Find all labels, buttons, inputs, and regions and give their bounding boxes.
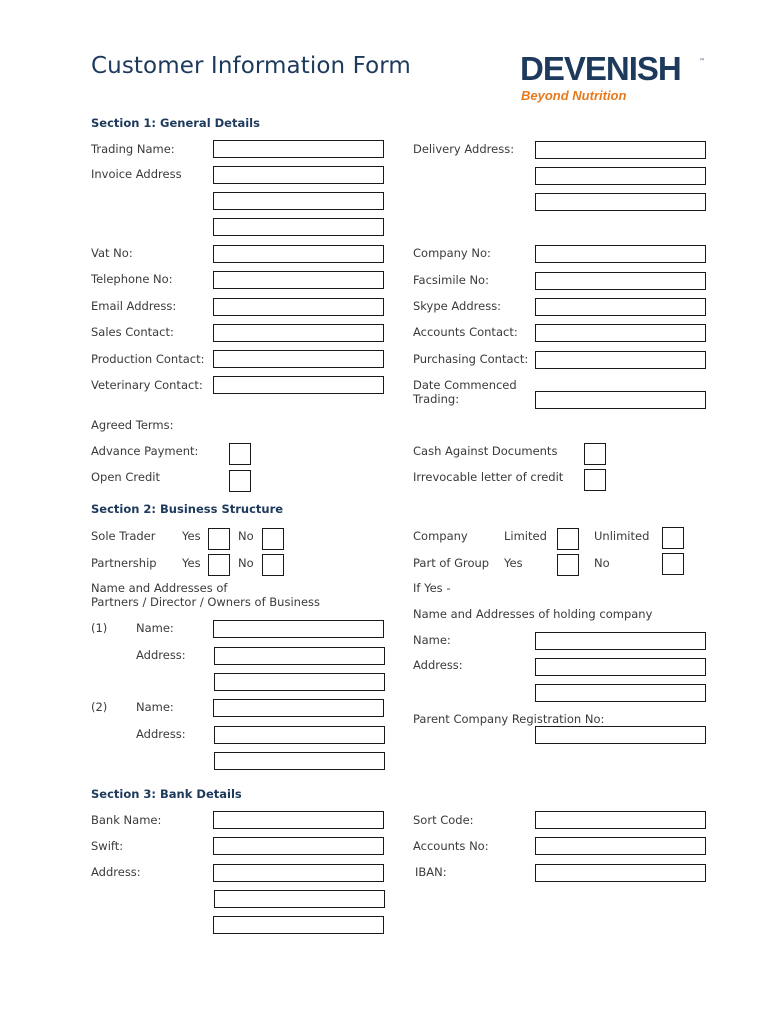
unlimited-checkbox[interactable] [662, 527, 684, 549]
holding-address-field-1[interactable] [535, 658, 706, 676]
trading-name-field[interactable] [213, 140, 384, 158]
limited-label: Limited [504, 529, 547, 543]
section-3-heading: Section 3: Bank Details [91, 787, 242, 801]
holding-name-label: Name: [413, 633, 451, 647]
section-1-heading: Section 1: General Details [91, 116, 260, 130]
facsimile-no-label: Facsimile No: [413, 273, 489, 287]
holding-address-label: Address: [413, 658, 463, 672]
sole-trader-yes-label: Yes [182, 529, 201, 543]
partner-1-address-field-1[interactable] [214, 647, 385, 665]
delivery-address-field-3[interactable] [535, 193, 706, 211]
partnership-no-checkbox[interactable] [262, 554, 284, 576]
partnership-yes-checkbox[interactable] [208, 554, 230, 576]
delivery-address-label: Delivery Address: [413, 142, 515, 156]
open-credit-checkbox[interactable] [229, 470, 251, 492]
partner-1-address-field-2[interactable] [214, 673, 385, 691]
advance-payment-label: Advance Payment: [91, 444, 199, 458]
vat-no-label: Vat No: [91, 246, 133, 260]
part-of-group-no-label: No [594, 556, 610, 570]
skype-address-label: Skype Address: [413, 299, 502, 313]
page-title: Customer Information Form [91, 53, 411, 79]
facsimile-no-field[interactable] [535, 272, 706, 290]
brand-logo: DEVENISH [520, 50, 681, 87]
sales-contact-field[interactable] [213, 324, 384, 342]
veterinary-contact-field[interactable] [213, 376, 384, 394]
bank-name-label: Bank Name: [91, 813, 162, 827]
irrevocable-letter-label: Irrevocable letter of credit [413, 470, 564, 484]
date-commenced-field[interactable] [535, 391, 706, 409]
holding-address-field-2[interactable] [535, 684, 706, 702]
part-of-group-yes-checkbox[interactable] [557, 554, 579, 576]
swift-field[interactable] [213, 837, 384, 855]
parent-reg-field[interactable] [535, 726, 706, 744]
cash-against-documents-label: Cash Against Documents [413, 444, 558, 458]
partner-2-name-label: Name: [136, 700, 174, 714]
partner-2-number: (2) [91, 700, 108, 714]
part-of-group-yes-label: Yes [504, 556, 523, 570]
sole-trader-yes-checkbox[interactable] [208, 528, 230, 550]
sole-trader-no-checkbox[interactable] [262, 528, 284, 550]
partner-2-name-field[interactable] [213, 699, 384, 717]
partner-2-address-field-1[interactable] [214, 726, 385, 744]
email-address-field[interactable] [213, 298, 384, 316]
delivery-address-field-2[interactable] [535, 167, 706, 185]
bank-address-field-3[interactable] [213, 916, 384, 934]
sole-trader-label: Sole Trader [91, 529, 156, 543]
sales-contact-label: Sales Contact: [91, 325, 174, 339]
bank-address-label: Address: [91, 865, 141, 879]
accounts-no-label: Accounts No: [413, 839, 489, 853]
part-of-group-label: Part of Group [413, 556, 490, 570]
bank-address-field-2[interactable] [214, 890, 385, 908]
purchasing-contact-label: Purchasing Contact: [413, 352, 529, 366]
part-of-group-no-checkbox[interactable] [662, 553, 684, 575]
advance-payment-checkbox[interactable] [229, 443, 251, 465]
partner-2-address-field-2[interactable] [214, 752, 385, 770]
invoice-address-label: Invoice Address [91, 167, 182, 181]
invoice-address-field-1[interactable] [213, 166, 384, 184]
trademark-mark: ™ [699, 58, 705, 65]
irrevocable-letter-checkbox[interactable] [584, 469, 606, 491]
delivery-address-field-1[interactable] [535, 141, 706, 159]
limited-checkbox[interactable] [557, 528, 579, 550]
company-no-label: Company No: [413, 246, 491, 260]
cash-against-documents-checkbox[interactable] [584, 443, 606, 465]
partnership-yes-label: Yes [182, 556, 201, 570]
purchasing-contact-field[interactable] [535, 351, 706, 369]
swift-label: Swift: [91, 839, 124, 853]
bank-name-field[interactable] [213, 811, 384, 829]
accounts-contact-field[interactable] [535, 324, 706, 342]
iban-field[interactable] [535, 864, 706, 882]
skype-address-field[interactable] [535, 298, 706, 316]
bank-address-field-1[interactable] [213, 864, 384, 882]
partnership-label: Partnership [91, 556, 157, 570]
partnership-no-label: No [238, 556, 254, 570]
partners-heading-line-2: Partners / Director / Owners of Business [91, 595, 321, 609]
date-commenced-label: Date Commenced [413, 378, 517, 392]
partner-1-number: (1) [91, 621, 108, 635]
section-2-heading: Section 2: Business Structure [91, 502, 284, 516]
partner-1-address-label: Address: [136, 648, 186, 662]
production-contact-label: Production Contact: [91, 352, 205, 366]
open-credit-label: Open Credit [91, 470, 160, 484]
date-commenced-label-2: Trading: [413, 392, 460, 406]
email-address-label: Email Address: [91, 299, 177, 313]
vat-no-field[interactable] [213, 245, 384, 263]
sole-trader-no-label: No [238, 529, 254, 543]
invoice-address-field-3[interactable] [213, 218, 384, 236]
partner-1-name-field[interactable] [213, 620, 384, 638]
company-label: Company [413, 529, 468, 543]
accounts-no-field[interactable] [535, 837, 706, 855]
production-contact-field[interactable] [213, 350, 384, 368]
parent-reg-label: Parent Company Registration No: [413, 712, 605, 726]
company-no-field[interactable] [535, 245, 706, 263]
sort-code-label: Sort Code: [413, 813, 474, 827]
agreed-terms-label: Agreed Terms: [91, 418, 174, 432]
partner-1-name-label: Name: [136, 621, 174, 635]
iban-label: IBAN: [415, 865, 447, 879]
if-yes-label: If Yes - [413, 581, 451, 595]
unlimited-label: Unlimited [594, 529, 650, 543]
sort-code-field[interactable] [535, 811, 706, 829]
telephone-no-field[interactable] [213, 271, 384, 289]
holding-name-field[interactable] [535, 632, 706, 650]
telephone-no-label: Telephone No: [91, 272, 173, 286]
accounts-contact-label: Accounts Contact: [413, 325, 518, 339]
holding-company-heading: Name and Addresses of holding company [413, 607, 653, 621]
brand-tagline: Beyond Nutrition [521, 88, 627, 103]
trading-name-label: Trading Name: [91, 142, 175, 156]
invoice-address-field-2[interactable] [213, 192, 384, 210]
veterinary-contact-label: Veterinary Contact: [91, 378, 203, 392]
partners-heading-line-1: Name and Addresses of [91, 581, 228, 595]
partner-2-address-label: Address: [136, 727, 186, 741]
